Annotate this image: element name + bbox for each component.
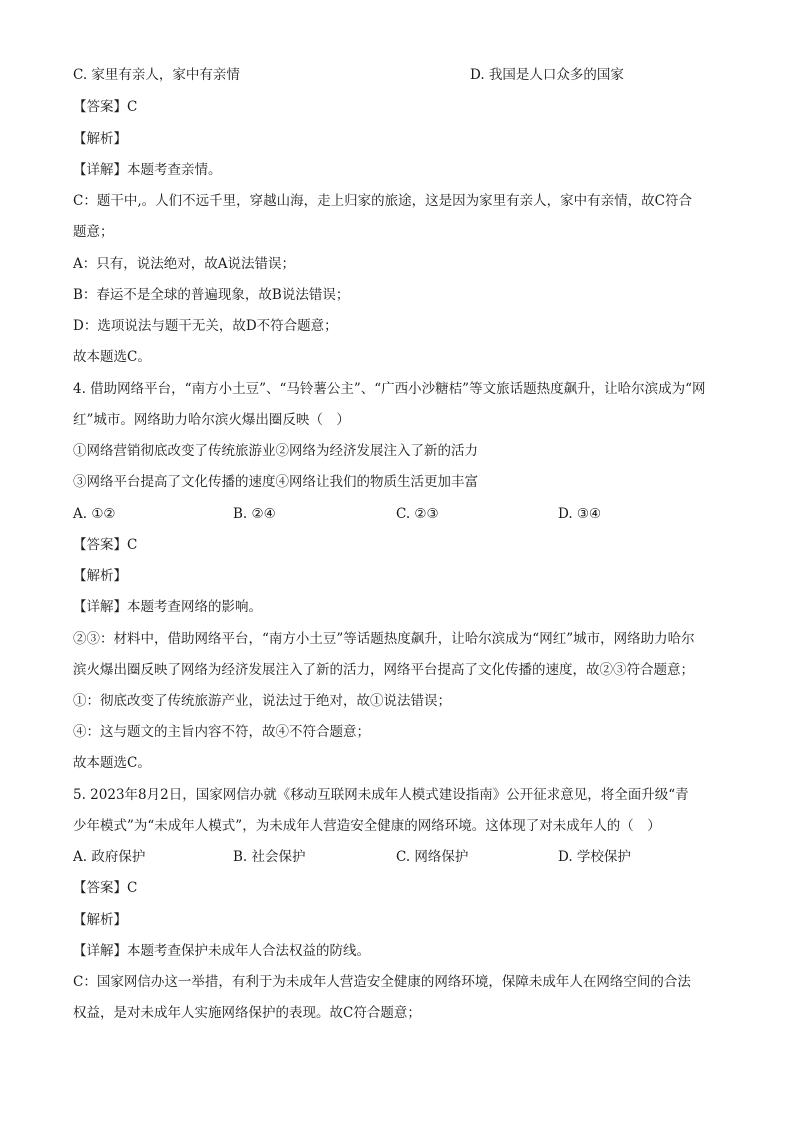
q5-option-d: D. 学校保护 xyxy=(558,849,631,865)
q4-detail: 【详解】本题考查网络的影响。 xyxy=(73,599,262,615)
q3-options-row xyxy=(73,66,723,84)
q4-option-c: C. ②③ xyxy=(396,506,439,522)
q5-option-a: A. 政府保护 xyxy=(73,849,146,865)
q4-explain-line: ④：这与题文的主旨内容不符，故④不符合题意； xyxy=(73,724,370,740)
q3-option-c: C. 家里有亲人，家中有亲情 xyxy=(73,67,240,83)
q4-analysis-label: 【解析】 xyxy=(73,568,127,584)
q5-stem-line: 5. 2023年8月2日，国家网信办就《移动互联网未成年人模式建设指南》公开征求意见，将全面升级“青 xyxy=(73,787,689,803)
q3-detail: 【详解】本题考查亲情。 xyxy=(73,162,222,178)
q5-explain-line: C：国家网信办这一举措，有利于为未成年人营造安全健康的网络环境，保障未成年人在网络空间的合法 xyxy=(73,974,691,990)
q5-option-c: C. 网络保护 xyxy=(396,849,469,865)
q4-option-b: B. ②④ xyxy=(233,506,276,522)
q3-explain-line: A：只有，说法绝对，故A说法错误； xyxy=(73,256,295,272)
q3-explain-line: B：春运不是全球的普遍现象，故B说法错误； xyxy=(73,287,350,303)
q4-explain-line: 滨火爆出圈反映了网络为经济发展注入了新的活力，网络平台提高了文化传播的速度，故②③符合题意； xyxy=(73,662,694,678)
q4-explain-line: 故本题选C。 xyxy=(73,755,151,771)
q4-answer: 【答案】C xyxy=(73,537,138,553)
q5-detail: 【详解】本题考查保护未成年人合法权益的防线。 xyxy=(73,943,370,959)
q4-option-d: D. ③④ xyxy=(558,506,602,522)
q4-stem-line: 红”城市。网络助力哈尔滨火爆出圈反映（ ） xyxy=(73,412,350,428)
q3-answer: 【答案】C xyxy=(73,99,138,115)
q4-explain-line: ②③：材料中，借助网络平台，“南方小土豆”等话题热度飙升，让哈尔滨成为“网红”城市，网络助力哈尔 xyxy=(73,631,695,647)
q3-analysis-label: 【解析】 xyxy=(73,131,127,147)
q4-explain-line: ①：彻底改变了传统旅游产业，说法过于绝对，故①说法错误； xyxy=(73,693,451,709)
q3-explain-line: D：选项说法与题干无关，故D不符合题意； xyxy=(73,318,338,334)
q4-statement: ③网络平台提高了文化传播的速度④网络让我们的物质生活更加丰富 xyxy=(73,474,478,490)
q3-explain-line: C：题干中,。人们不远千里，穿越山海，走上归家的旅途，这是因为家里有亲人，家中有亲情，故C符合 xyxy=(73,193,692,209)
q5-analysis-label: 【解析】 xyxy=(73,912,127,928)
q3-explain-line: 题意； xyxy=(73,224,114,240)
q4-stem-line: 4. 借助网络平台，“南方小土豆”、“马铃薯公主”、“广西小沙糖桔”等文旅话题热度飙升，让哈尔滨成为“网 xyxy=(73,381,706,397)
q3-option-d: D. 我国是人口众多的国家 xyxy=(470,67,624,83)
q5-option-b: B. 社会保护 xyxy=(233,849,306,865)
q5-stem-line: 少年模式”为“未成年人模式”，为未成年人营造安全健康的网络环境。这体现了对未成年人的（ ） xyxy=(73,818,661,834)
q5-answer: 【答案】C xyxy=(73,880,138,896)
q5-explain-line: 权益，是对未成年人实施网络保护的表现。故C符合题意； xyxy=(73,1005,421,1021)
q4-option-a: A. ①② xyxy=(73,506,116,522)
q4-statement: ①网络营销彻底改变了传统旅游业②网络为经济发展注入了新的活力 xyxy=(73,443,478,459)
q3-explain-line: 故本题选C。 xyxy=(73,349,151,365)
